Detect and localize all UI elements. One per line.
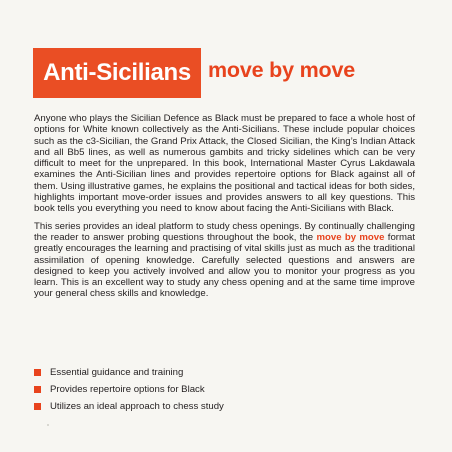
bullet-square-icon bbox=[34, 369, 41, 376]
paragraph-2-start: This series provides an ideal platform to study chess openings. By continually challenging the reader to answer probing questions throughout the book, the bbox=[34, 220, 415, 243]
paragraph-2-end: format greatly encourages the learning and practising of vital skills just as much as the traditional assimilation of opening knowledge. Carefully selected questions and answers are designed to keep you actively involved and allow you to monitor your progress as you learn. This is an excellent way to study any chess opening and at the same time improve your general chess skills and knowledge. bbox=[34, 231, 415, 300]
feature-item bbox=[34, 381, 415, 398]
feature-label: Utilizes an ideal approach to chess study bbox=[50, 401, 224, 412]
blurb bbox=[34, 113, 415, 300]
paper-speck bbox=[47, 424, 49, 426]
bullet-square-icon bbox=[34, 403, 41, 410]
feature-label: Essential guidance and training bbox=[50, 367, 184, 378]
series-name-highlight: move by move bbox=[316, 231, 385, 243]
title-banner bbox=[33, 48, 201, 98]
feature-label: Provides repertoire options for Black bbox=[50, 384, 205, 395]
book-title: Anti-Sicilians bbox=[43, 59, 191, 86]
series-title: move by move bbox=[208, 58, 355, 82]
blurb-paragraph-1: Anyone who plays the Sicilian Defence as Black must be prepared to face a whole host of options for White known collectively as the Anti-Sicilians. These include popular choices such as the c3-Sicilian, the Grand Prix Attack, the Closed Sicilian, the King’s Indian Attack and all Bb5 lines, as well as numerous gambits and tricky sidelines which can be very difficult to meet for the unprepared. In this book, International Master Cyrus Lakdawala examines the Anti-Sicilian lines and provides repertoire options for Black against all of them. Using illustrative games, he explains the positional and tactical ideas for both sides, highlights important move-order issues and provides answers to all key questions. This book tells you everything you need to know about facing the Anti-Sicilians with Black. bbox=[34, 113, 415, 215]
feature-item bbox=[34, 398, 415, 415]
feature-item bbox=[34, 364, 415, 381]
feature-list bbox=[34, 364, 415, 415]
bullet-square-icon bbox=[34, 386, 41, 393]
blurb-paragraph-2 bbox=[34, 221, 415, 300]
